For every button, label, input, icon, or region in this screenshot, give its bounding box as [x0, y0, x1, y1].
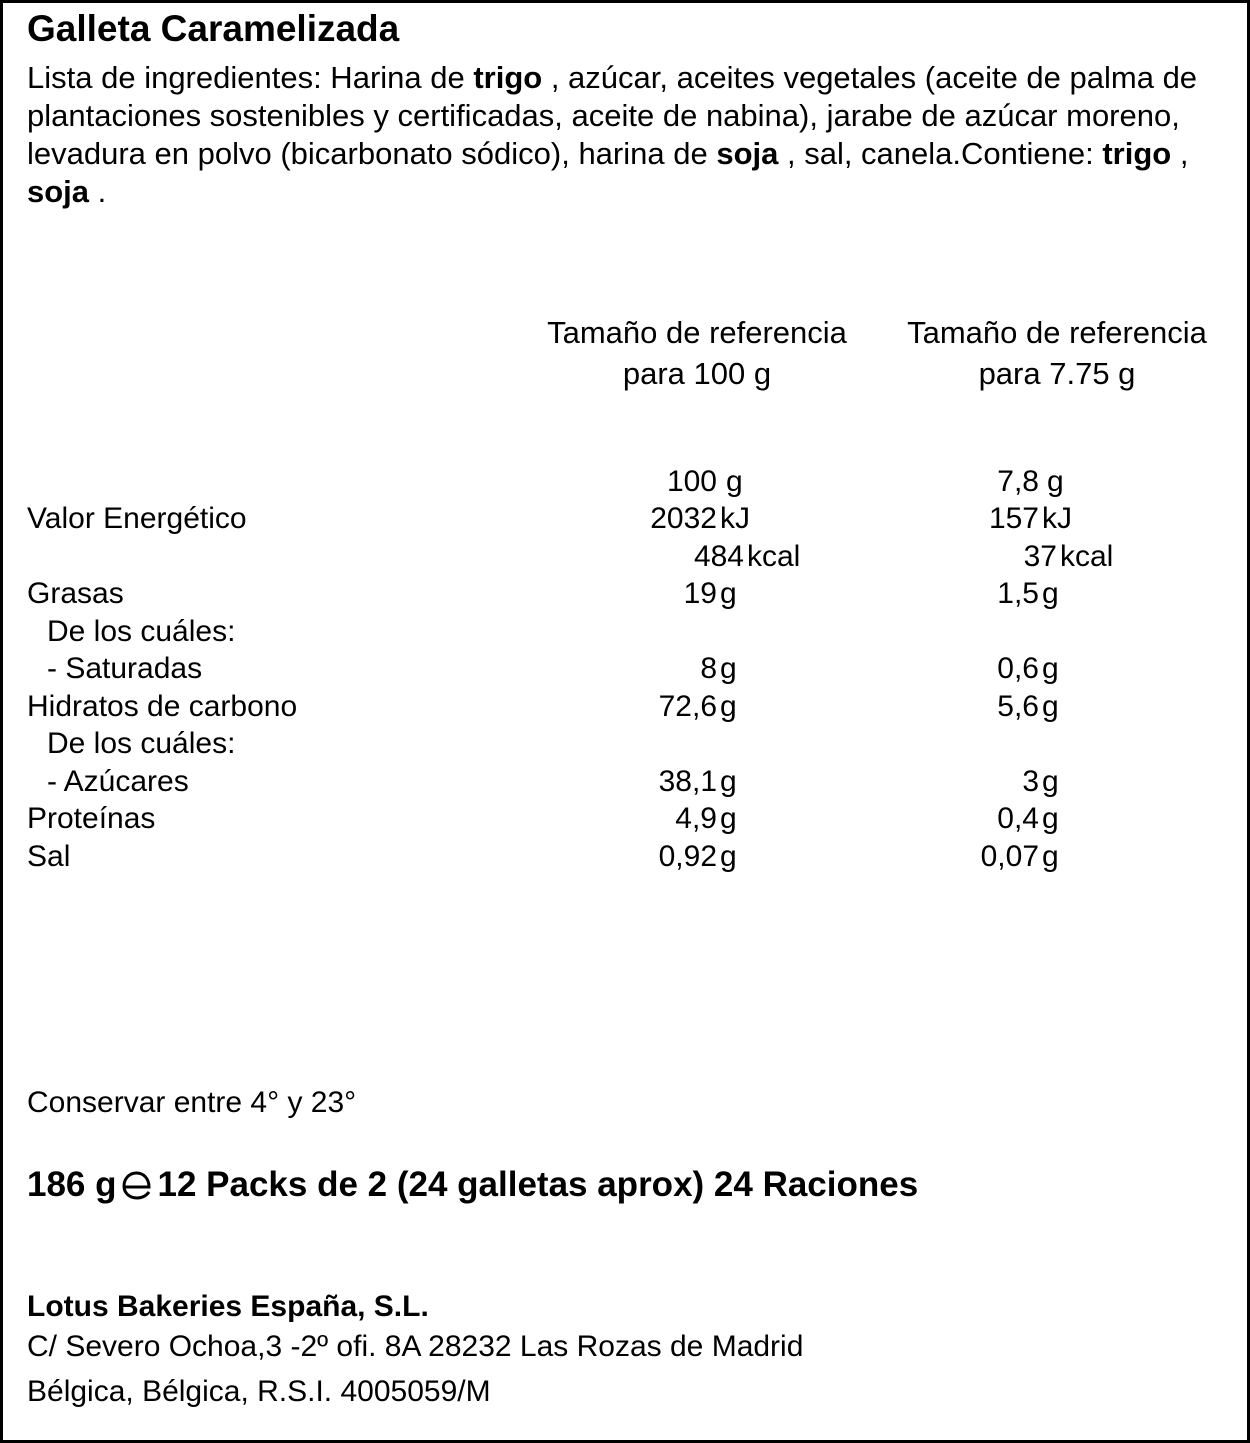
portion-unit: g: [1047, 465, 1064, 498]
nutrient-value: 72,6: [658, 690, 717, 723]
nutrient-label: De los cuáles:: [47, 615, 236, 648]
nutrient-unit: kJ: [1042, 502, 1072, 535]
estimated-sign-icon: [120, 1170, 154, 1200]
nutrient-value: 0,4: [997, 802, 1039, 835]
nutrient-label: - Azúcares: [47, 765, 189, 798]
nutrient-unit: g: [720, 652, 737, 685]
nutrient-value: 19: [683, 577, 717, 610]
nutrient-value: 1,5: [997, 577, 1039, 610]
allergen: trigo: [473, 60, 543, 95]
nutrient-value: 8: [700, 652, 717, 685]
nutrient-label: De los cuáles:: [47, 727, 236, 760]
nutrient-value: 0,6: [997, 652, 1039, 685]
allergen: trigo: [1102, 136, 1172, 171]
nutrient-value: 37: [1023, 540, 1057, 573]
ingredients-text: , azúcar, aceites vegetales (aceite de palma de plantaciones sostenibles y certificadas, aceite de nabina), jarabe de azúcar moreno, levadura en polvo (bicarbonato sódico), harina de: [27, 60, 1198, 171]
nutrient-unit: g: [1042, 765, 1059, 798]
column-header-line: para 7.75 g: [978, 356, 1136, 391]
company-name: Lotus Bakeries España, S.L.: [27, 1290, 429, 1323]
nutrient-unit: g: [720, 840, 737, 873]
nutrient-value: 0,92: [658, 840, 717, 873]
nutrient-label: Proteínas: [27, 802, 156, 835]
ingredients-text: , sal, canela.Contiene:: [778, 136, 1103, 171]
ingredients-text: ,: [1171, 136, 1189, 171]
nutrient-value: 3: [1022, 765, 1039, 798]
nutrient-label: Sal: [27, 840, 71, 873]
nutrient-unit: g: [720, 577, 737, 610]
nutrient-label: Grasas: [27, 577, 124, 610]
nutrient-unit: kcal: [1060, 540, 1114, 573]
nutrient-value: 4,9: [675, 802, 717, 835]
portion-value: 7,8: [997, 465, 1039, 498]
column-header-portion: [877, 312, 1237, 394]
nutrient-unit: g: [720, 690, 737, 723]
nutrient-unit: g: [1042, 577, 1059, 610]
nutrient-unit: g: [720, 802, 737, 835]
nutrient-value: 5,6: [997, 690, 1039, 723]
nutrient-unit: g: [1042, 652, 1059, 685]
nutrient-unit: g: [720, 765, 737, 798]
storage-instructions: Conservar entre 4° y 23°: [27, 1086, 357, 1119]
ingredients-text: Lista de ingredientes: Harina de: [27, 60, 474, 95]
column-header-line: para 100 g: [622, 356, 772, 391]
nutrient-value: 38,1: [658, 765, 717, 798]
allergen: soja: [27, 174, 90, 209]
portion-unit: g: [726, 465, 743, 498]
column-header-100g: [517, 312, 877, 394]
nutrient-value: 0,07: [980, 840, 1039, 873]
allergen: soja: [716, 136, 779, 171]
nutrient-unit: g: [1042, 802, 1059, 835]
ingredients-list: [27, 59, 1222, 211]
portion-value: 100: [666, 465, 717, 498]
nutrient-label: Hidratos de carbono: [27, 690, 298, 723]
nutrient-unit: kcal: [747, 540, 801, 573]
nutrient-label: Valor Energético: [27, 502, 247, 535]
column-header-line: Tamaño de referencia: [547, 315, 847, 350]
nutrient-value: 484: [693, 540, 744, 573]
pack-info: [27, 1167, 918, 1202]
pack-description: 12 Packs de 2 (24 galletas aprox) 24 Raciones: [157, 1165, 919, 1204]
company-origin: Bélgica, Bélgica, R.S.I. 4005059/M: [27, 1375, 491, 1408]
nutrient-label: - Saturadas: [47, 652, 203, 685]
net-weight: 186 g: [27, 1165, 117, 1204]
nutrient-unit: kJ: [720, 502, 750, 535]
nutrient-unit: g: [1042, 690, 1059, 723]
nutrient-value: 2032: [650, 502, 717, 535]
product-title: Galleta Caramelizada: [27, 8, 400, 49]
nutrient-unit: g: [1042, 840, 1059, 873]
ingredients-text: .: [89, 174, 107, 209]
column-header-line: Tamaño de referencia: [907, 315, 1207, 350]
company-address: C/ Severo Ochoa,3 -2º ofi. 8A 28232 Las Rozas de Madrid: [27, 1330, 804, 1363]
nutrient-value: 157: [988, 502, 1039, 535]
